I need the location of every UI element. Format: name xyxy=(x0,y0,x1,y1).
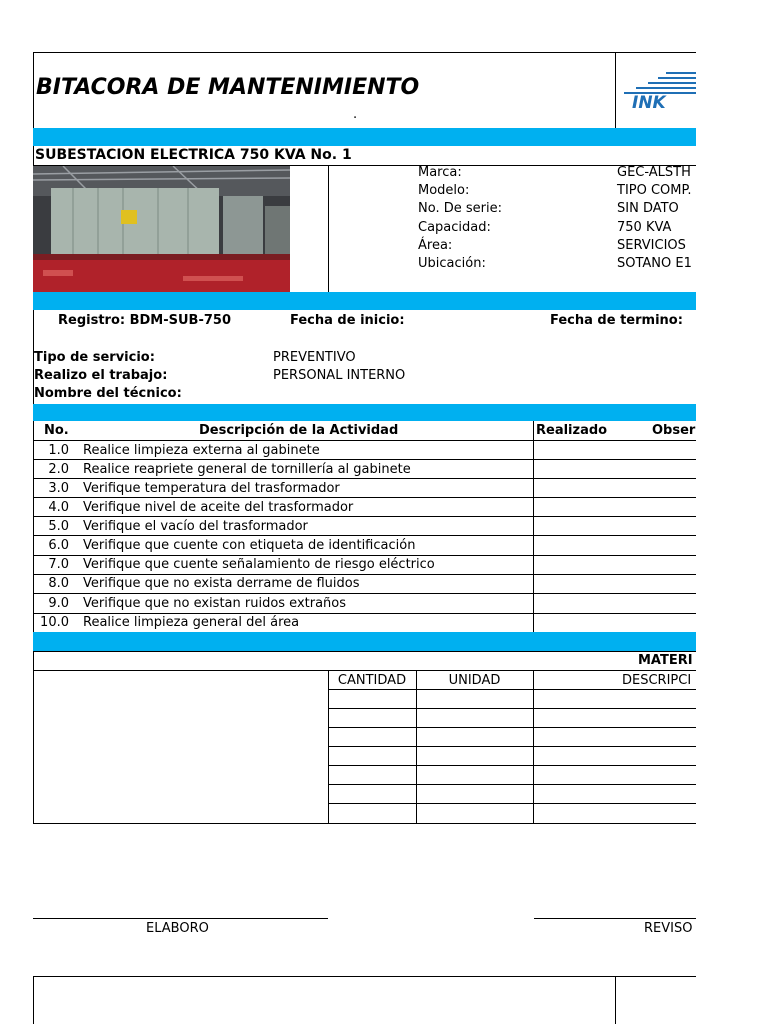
fecha-inicio-label: Fecha de inicio: xyxy=(290,313,405,328)
row-description: Verifique que cuente señalamiento de riesgo eléctrico xyxy=(83,557,435,572)
row-number: 5.0 xyxy=(48,519,69,534)
row-description: Verifique el vacío del trasformador xyxy=(83,519,308,534)
col-header-unidad: UNIDAD xyxy=(448,673,501,688)
spec-value: TIPO COMP. xyxy=(617,183,692,198)
row-description: Realice reapriete general de tornillería al gabinete xyxy=(83,462,411,477)
col-header-descripcion: DESCRIPCI xyxy=(622,673,692,688)
row-description: Verifique nivel de aceite del trasformador xyxy=(83,500,354,515)
table-row xyxy=(33,555,696,574)
equipment-name: SUBESTACION ELECTRICA 750 KVA No. 1 xyxy=(35,147,352,163)
row-description: Verifique que cuente con etiqueta de identificación xyxy=(83,538,416,553)
title-dot: . xyxy=(353,107,358,122)
spec-label: Ubicación: xyxy=(418,256,486,271)
elaboro-label: ELABORO xyxy=(146,921,209,936)
spec-value: SIN DATO xyxy=(617,201,679,216)
spec-label: No. De serie: xyxy=(418,201,502,216)
row-description: Realice limpieza externa al gabinete xyxy=(83,443,320,458)
spec-label: Marca: xyxy=(418,165,462,180)
spec-value: GEC-ALSTH xyxy=(617,165,691,180)
table-row xyxy=(33,613,696,632)
table-row xyxy=(33,574,696,593)
row-number: 8.0 xyxy=(48,576,69,591)
reviso-label: REVISO xyxy=(644,921,693,936)
spec-label: Capacidad: xyxy=(418,220,491,235)
row-number: 3.0 xyxy=(48,481,69,496)
equipment-photo xyxy=(33,166,290,299)
table-row xyxy=(33,441,696,460)
table-row xyxy=(33,536,696,555)
spec-label: Modelo: xyxy=(418,183,470,198)
col-header-desc: Descripción de la Actividad xyxy=(199,423,399,438)
table-row xyxy=(33,517,696,536)
realizo-label: Realizo el trabajo: xyxy=(34,368,168,383)
spec-label: Área: xyxy=(418,238,453,253)
row-number: 4.0 xyxy=(48,500,69,515)
row-number: 1.0 xyxy=(48,443,69,458)
row-number: 6.0 xyxy=(48,538,69,553)
row-number: 2.0 xyxy=(48,462,69,477)
realizo-value: PERSONAL INTERNO xyxy=(273,368,406,383)
service-band xyxy=(33,404,696,421)
reviso-line xyxy=(534,918,696,919)
col-header-cantidad: CANTIDAD xyxy=(337,673,407,688)
page-title: BITACORA DE MANTENIMIENTO xyxy=(36,75,420,100)
activities-band xyxy=(33,632,696,651)
header-band xyxy=(33,128,696,146)
col-header-obs: Obser xyxy=(652,423,696,438)
tecnico-label: Nombre del técnico: xyxy=(34,386,182,401)
registro-label: Registro: BDM-SUB-750 xyxy=(58,313,231,328)
row-number: 7.0 xyxy=(48,557,69,572)
spec-value: SOTANO E1 xyxy=(617,256,692,271)
row-description: Verifique temperatura del trasformador xyxy=(83,481,340,496)
table-row xyxy=(33,479,696,498)
logo-text: INK xyxy=(632,93,666,110)
row-description: Realice limpieza general del área xyxy=(83,615,300,630)
col-header-no: No. xyxy=(44,423,69,438)
elaboro-line xyxy=(33,918,328,919)
table-row xyxy=(33,460,696,479)
fecha-termino-label: Fecha de termino: xyxy=(550,313,683,328)
col-header-realizado: Realizado xyxy=(536,423,608,438)
row-number: 10.0 xyxy=(40,615,69,630)
tipo-servicio-value: PREVENTIVO xyxy=(273,350,356,365)
row-number: 9.0 xyxy=(48,596,69,611)
materials-title: MATERI xyxy=(638,653,693,668)
company-logo xyxy=(622,70,696,110)
table-row xyxy=(33,498,696,517)
spec-value: 750 KVA xyxy=(617,220,672,235)
row-description: Verifique que no existan ruidos extraños xyxy=(83,596,347,611)
row-description: Verifique que no exista derrame de fluidos xyxy=(83,576,360,591)
spec-value: SERVICIOS xyxy=(617,238,686,253)
tipo-servicio-label: Tipo de servicio: xyxy=(34,350,155,365)
table-row xyxy=(33,594,696,613)
equipment-band xyxy=(33,292,696,310)
logo-graphic xyxy=(622,70,696,110)
